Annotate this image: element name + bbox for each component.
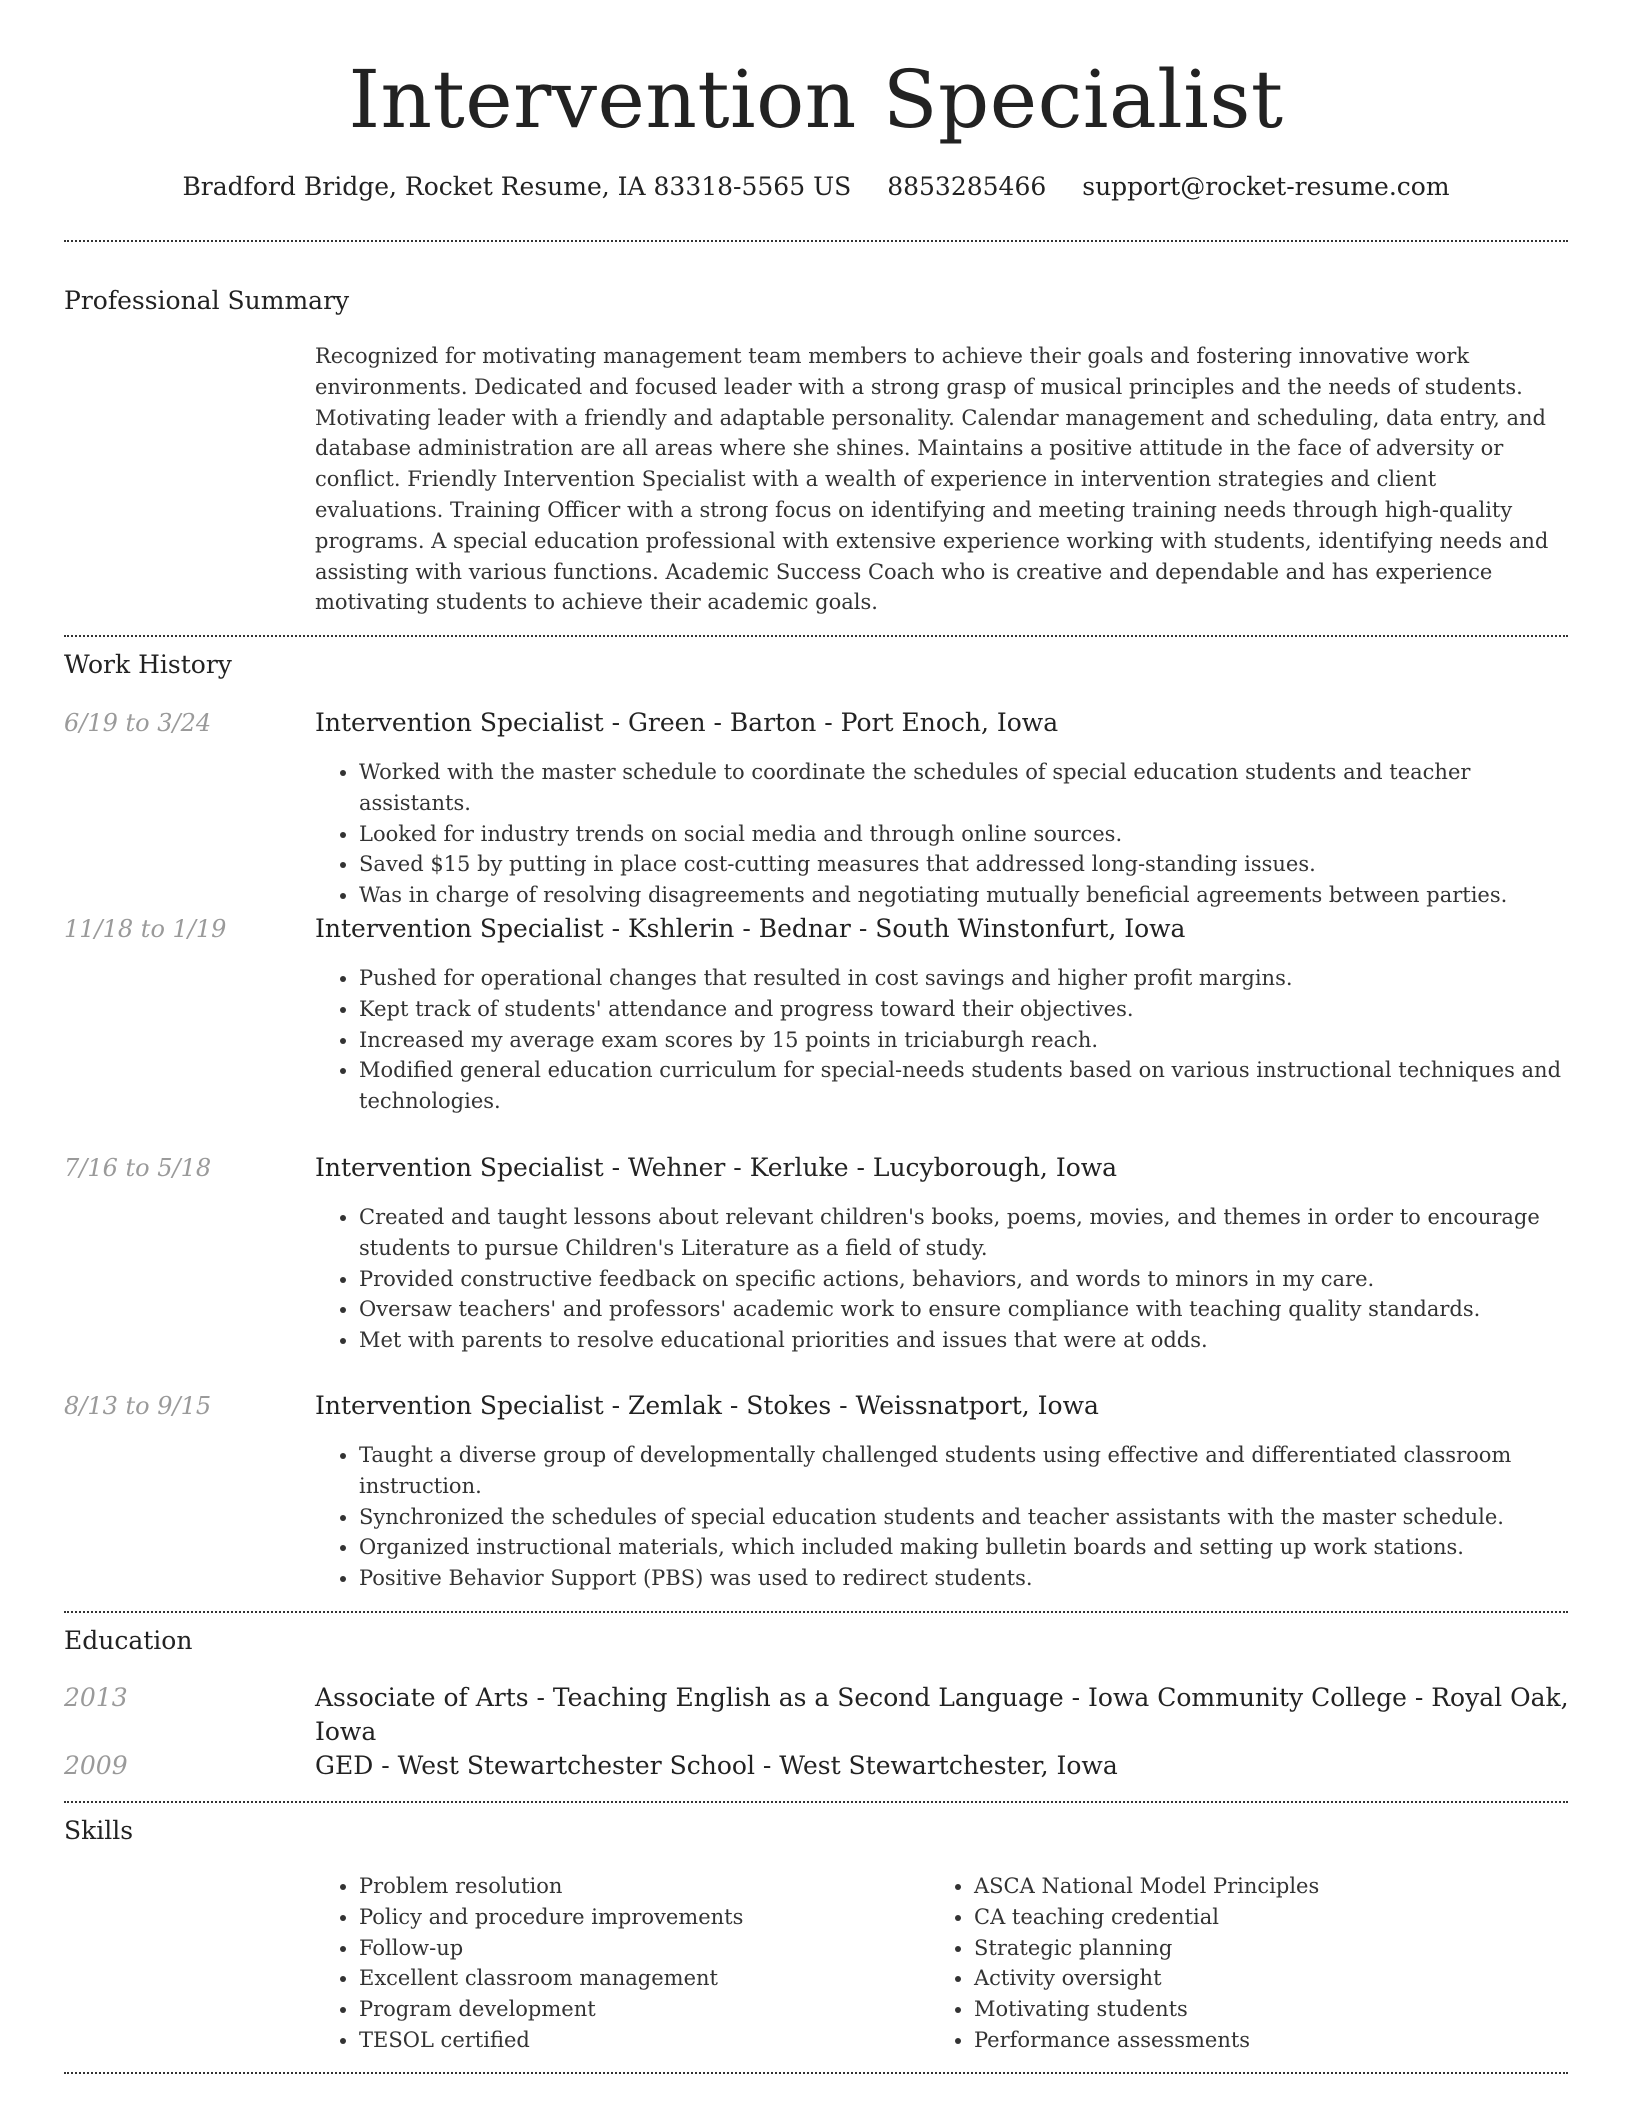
job-dates: 8/13 to 9/15 bbox=[64, 1392, 212, 1420]
job-bullets bbox=[315, 757, 1570, 911]
skills-heading: Skills bbox=[64, 1816, 134, 1845]
work-history-heading: Work History bbox=[64, 650, 232, 679]
skills-list-left bbox=[315, 1871, 915, 2056]
skill-item: • Follow-up bbox=[359, 1933, 915, 1964]
list-item: • Modified general education curriculum for special-needs students based on various instructional techniques and technologies. bbox=[359, 1055, 1570, 1117]
skill-item: • TESOL certified bbox=[359, 2025, 915, 2056]
list-item: • Kept track of students' attendance and progress toward their objectives. bbox=[359, 994, 1570, 1025]
education-year: 2013 bbox=[64, 1683, 128, 1712]
list-item: • Taught a diverse group of developmentally challenged students using effective and differentiated classroom instruction. bbox=[359, 1440, 1570, 1502]
list-item: • Increased my average exam scores by 15 points in triciaburgh reach. bbox=[359, 1025, 1570, 1056]
divider bbox=[64, 635, 1568, 637]
contact-phone: 8853285466 bbox=[887, 172, 1047, 201]
job-title: Intervention Specialist - Kshlerin - Bednar - South Winstonfurt, Iowa bbox=[315, 914, 1186, 943]
divider bbox=[64, 1801, 1568, 1803]
skills-list-right bbox=[930, 1871, 1530, 2056]
skill-item: • CA teaching credential bbox=[974, 1902, 1530, 1933]
list-item: • Saved $15 by putting in place cost-cutting measures that addressed long-standing issues. bbox=[359, 849, 1570, 880]
list-item: • Oversaw teachers' and professors' academic work to ensure compliance with teaching quality standards. bbox=[359, 1294, 1570, 1325]
list-item: • Met with parents to resolve educational priorities and issues that were at odds. bbox=[359, 1325, 1570, 1356]
job-title: Intervention Specialist - Zemlak - Stokes - Weissnatport, Iowa bbox=[315, 1391, 1099, 1420]
list-item: • Organized instructional materials, which included making bulletin boards and setting up work stations. bbox=[359, 1532, 1570, 1563]
summary-text: Recognized for motivating management team members to achieve their goals and fostering innovative work environments. Dedicated and focused leader with a strong grasp of musical principles and the needs of students. Motivating leader with a friendly and adaptable personality. Calendar management and scheduling, data entry, and database administration are all areas where she shines. Maintains a positive attitude in the face of adversity or conflict. Friendly Intervention Specialist with a wealth of experience in intervention strategies and client evaluations. Training Officer with a strong focus on identifying and meeting training needs through high-quality programs. A special education professional with extensive experience working with students, identifying needs and assisting with various functions. Academic Success Coach who is creative and dependable and has experience motivating students to achieve their academic goals. bbox=[315, 344, 1549, 615]
list-item: • Synchronized the schedules of special education students and teacher assistants with the master schedule. bbox=[359, 1502, 1570, 1533]
list-item: • Created and taught lessons about relevant children's books, poems, movies, and themes in order to encourage students to pursue Children's Literature as a field of study. bbox=[359, 1202, 1570, 1264]
skill-item: • Excellent classroom management bbox=[359, 1963, 915, 1994]
job-bullets bbox=[315, 1202, 1570, 1356]
education-year: 2009 bbox=[64, 1751, 128, 1780]
education-title: GED - West Stewartchester School - West Stewartchester, Iowa bbox=[315, 1751, 1118, 1780]
skill-item: • Policy and procedure improvements bbox=[359, 1902, 915, 1933]
job-dates: 11/18 to 1/19 bbox=[64, 915, 227, 943]
skill-item: • Activity oversight bbox=[974, 1963, 1530, 1994]
skill-item: • Program development bbox=[359, 1994, 915, 2025]
list-item: • Provided constructive feedback on specific actions, behaviors, and words to minors in my care. bbox=[359, 1264, 1570, 1295]
job-dates: 6/19 to 3/24 bbox=[64, 709, 212, 737]
skill-item: • Strategic planning bbox=[974, 1933, 1530, 1964]
job-dates: 7/16 to 5/18 bbox=[64, 1154, 212, 1182]
list-item: • Positive Behavior Support (PBS) was used to redirect students. bbox=[359, 1563, 1570, 1594]
list-item: • Pushed for operational changes that resulted in cost savings and higher profit margins. bbox=[359, 963, 1570, 994]
education-heading: Education bbox=[64, 1626, 193, 1655]
job-bullets bbox=[315, 963, 1570, 1117]
skill-item: • Motivating students bbox=[974, 1994, 1530, 2025]
summary-heading: Professional Summary bbox=[64, 286, 350, 315]
divider bbox=[64, 1611, 1568, 1613]
education-title: Associate of Arts - Teaching English as a Second Language - Iowa Community College - Royal Oak, Iowa bbox=[315, 1683, 1569, 1746]
contact-line bbox=[0, 170, 1632, 204]
job-title: Intervention Specialist - Wehner - Kerluke - Lucyborough, Iowa bbox=[315, 1153, 1118, 1182]
skill-item: • ASCA National Model Principles bbox=[974, 1871, 1530, 1902]
contact-email: support@rocket-resume.com bbox=[1082, 172, 1450, 201]
skill-item: • Problem resolution bbox=[359, 1871, 915, 1902]
skill-item: • Performance assessments bbox=[974, 2025, 1530, 2056]
list-item: • Was in charge of resolving disagreements and negotiating mutually beneficial agreements between parties. bbox=[359, 880, 1570, 911]
divider bbox=[64, 240, 1568, 242]
contact-address: Bradford Bridge, Rocket Resume, IA 83318-5565 US bbox=[182, 172, 852, 201]
list-item: • Worked with the master schedule to coordinate the schedules of special education students and teacher assistants. bbox=[359, 757, 1570, 819]
job-bullets bbox=[315, 1440, 1570, 1594]
resume-title: Intervention Specialist bbox=[348, 53, 1284, 146]
list-item: • Looked for industry trends on social media and through online sources. bbox=[359, 819, 1570, 850]
divider bbox=[64, 2072, 1568, 2074]
job-title: Intervention Specialist - Green - Barton - Port Enoch, Iowa bbox=[315, 708, 1059, 737]
